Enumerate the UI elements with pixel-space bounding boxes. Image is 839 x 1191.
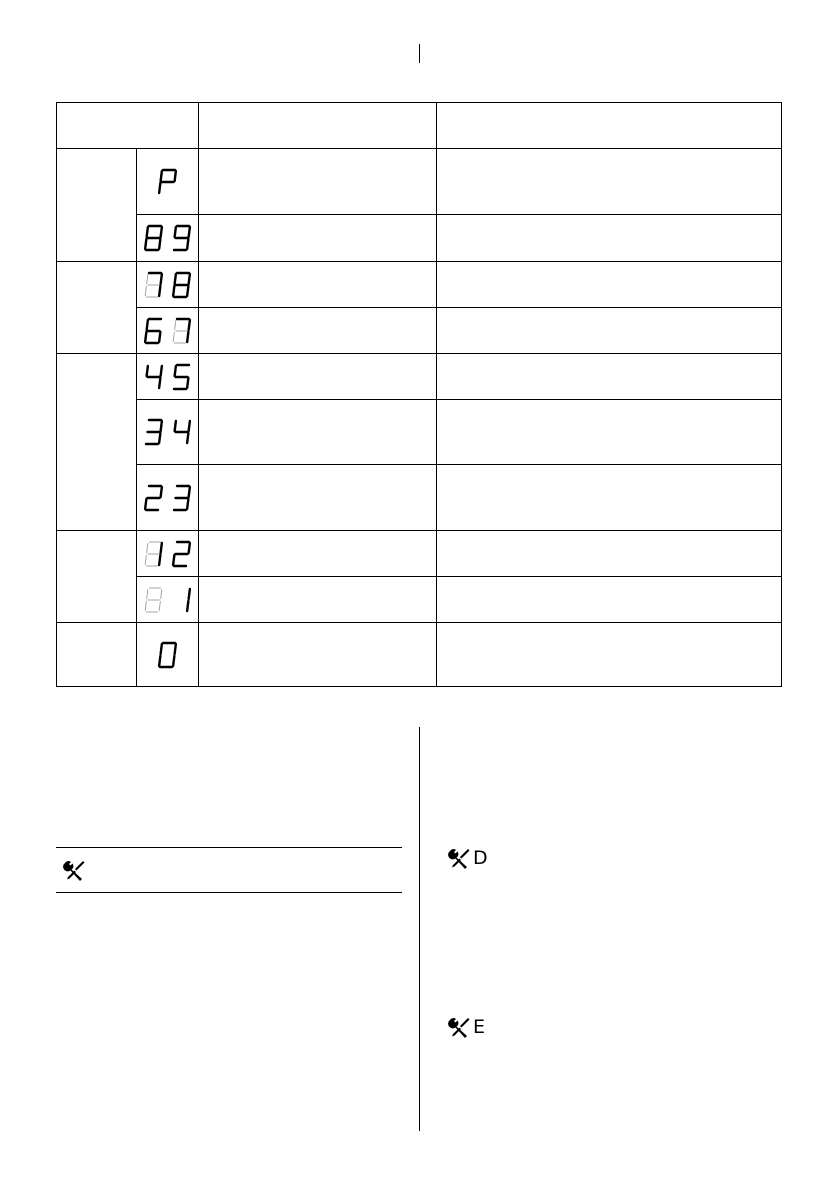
lit-segment	[159, 183, 160, 193]
lit-segment	[159, 433, 160, 443]
lit-segment	[187, 433, 188, 443]
lit-segment	[175, 644, 176, 654]
service-code-d	[446, 847, 488, 869]
lit-segment	[161, 227, 162, 237]
unlit-segment	[145, 286, 146, 296]
unlit-segment	[161, 589, 162, 599]
lit-segment	[175, 171, 176, 181]
lit-segment	[187, 239, 188, 249]
unlit-segment	[145, 601, 146, 611]
wrench-screwdriver-icon	[446, 847, 472, 869]
lit-segment	[175, 227, 176, 237]
wrench-screwdriver-icon	[446, 1016, 472, 1038]
lit-segment	[173, 555, 174, 565]
lit-segment	[145, 499, 146, 509]
lit-segment	[187, 332, 188, 342]
seven-segment-display	[143, 586, 192, 614]
seven-segment-display	[143, 224, 192, 252]
lit-segment	[147, 227, 148, 237]
table-column-rule	[198, 102, 199, 687]
seven-segment-display	[143, 317, 192, 345]
seven-segment-display	[143, 484, 192, 512]
table-row-rule	[136, 576, 782, 577]
service-code-e	[446, 1016, 485, 1038]
table-row-rule	[136, 307, 782, 308]
lit-segment	[147, 366, 148, 376]
lit-segment	[187, 286, 188, 296]
service-code-letter: D	[473, 846, 488, 869]
lit-segment	[159, 656, 160, 666]
lit-segment	[161, 274, 162, 284]
display-cell	[137, 400, 198, 464]
seven-segment-display	[157, 641, 178, 669]
lit-segment	[161, 421, 162, 431]
lit-segment	[189, 543, 190, 553]
table-row-rule	[136, 464, 782, 465]
unlit-segment	[175, 320, 176, 330]
table-row-rule	[136, 214, 782, 215]
seven-segment-display	[157, 168, 178, 196]
lit-segment	[161, 543, 162, 553]
lit-segment	[161, 487, 162, 497]
display-cell	[137, 308, 198, 353]
lit-segment	[145, 239, 146, 249]
unlit-segment	[147, 543, 148, 553]
table-column-rule	[436, 102, 437, 687]
lit-segment	[147, 320, 148, 330]
lit-segment	[187, 499, 188, 509]
unlit-segment	[145, 555, 146, 565]
lit-segment	[189, 227, 190, 237]
lit-segment	[189, 487, 190, 497]
lit-segment	[189, 589, 190, 599]
note-bottom-rule	[56, 892, 402, 893]
lit-segment	[189, 320, 190, 330]
seven-segment-display	[143, 363, 192, 391]
display-cell	[137, 577, 198, 622]
display-cell	[137, 262, 198, 307]
seven-segment-display	[143, 418, 192, 446]
lit-segment	[161, 366, 162, 376]
lit-segment	[175, 366, 176, 376]
unlit-segment	[147, 589, 148, 599]
page-center-mark	[419, 44, 420, 63]
lit-segment	[159, 239, 160, 249]
lit-segment	[173, 656, 174, 666]
lit-segment	[187, 378, 188, 388]
lit-segment	[189, 274, 190, 284]
lit-segment	[175, 274, 176, 284]
lit-segment	[159, 332, 160, 342]
service-code-letter: E	[473, 1015, 486, 1038]
seven-segment-display	[143, 540, 192, 568]
display-cell	[137, 623, 198, 687]
note-top-rule	[56, 847, 402, 848]
lit-segment	[187, 601, 188, 611]
display-cell	[137, 354, 198, 399]
lit-segment	[173, 286, 174, 296]
unlit-segment	[173, 332, 174, 342]
lit-segment	[175, 421, 176, 431]
table-row-rule	[136, 399, 782, 400]
unlit-segment	[147, 274, 148, 284]
display-cell	[137, 465, 198, 530]
lit-segment	[159, 286, 160, 296]
lit-segment	[161, 644, 162, 654]
display-cell	[137, 531, 198, 576]
display-cell	[137, 215, 198, 261]
lit-segment	[159, 555, 160, 565]
lit-segment	[159, 378, 160, 388]
seven-segment-display	[143, 271, 192, 299]
wrench-screwdriver-icon	[62, 859, 86, 881]
display-cell	[137, 149, 198, 214]
column-divider	[419, 727, 420, 1131]
lit-segment	[161, 171, 162, 181]
lit-segment	[145, 332, 146, 342]
unlit-segment	[159, 601, 160, 611]
lit-segment	[189, 421, 190, 431]
